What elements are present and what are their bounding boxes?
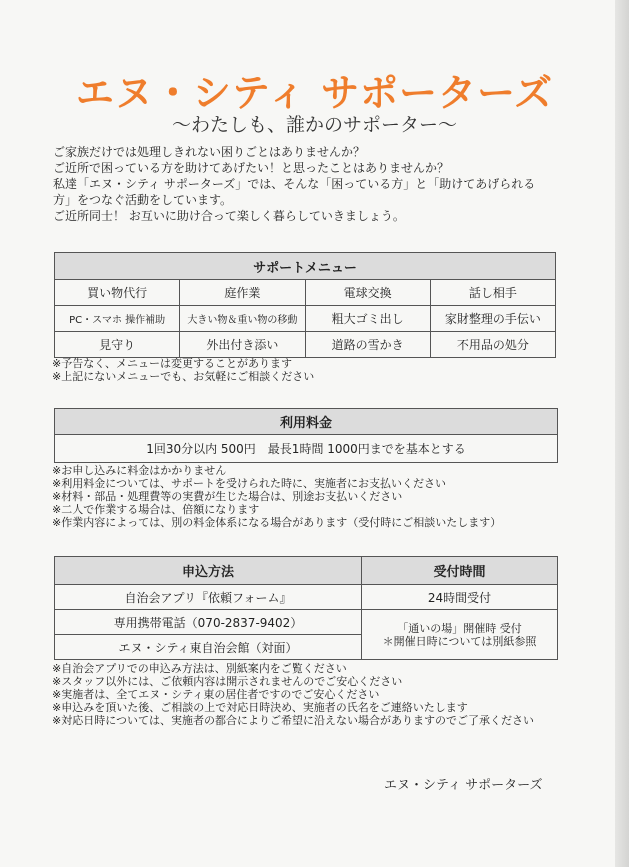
intro-line: ご家族だけでは処理しきれない困りごとはありませんか？ bbox=[53, 145, 366, 159]
hours-item: 24時間受付 bbox=[362, 585, 558, 610]
method-item: 自治会アプリ『依頼フォーム』 bbox=[55, 585, 362, 610]
table-row bbox=[55, 280, 556, 306]
fee-content: 1回30分以内 500円 最長1時間 1000円までを基本とする bbox=[55, 435, 558, 463]
table-row bbox=[55, 332, 556, 358]
intro-line: 方」をつなぐ活動をしています。 bbox=[53, 193, 233, 207]
note-line: ※材料・部品・処理費等の実費が生じた場合は、別途お支払いください bbox=[52, 490, 403, 503]
note-line: ※自治会アプリでの申込み方法は、別紙案内をご覧ください bbox=[52, 662, 347, 675]
menu-item: 道路の雪かき bbox=[305, 332, 430, 358]
menu-item: 粗大ゴミ出し bbox=[305, 306, 430, 332]
footer-org-name: エヌ・シティ サポーターズ bbox=[384, 778, 543, 793]
note-line: ※申込みを頂いた後、ご相談の上で対応日時決め、実施者の氏名をご連絡いたします bbox=[52, 701, 468, 714]
fee-table bbox=[54, 408, 558, 463]
note-line: ※スタッフ以外には、ご依頼内容は開示されませんのでご安心ください bbox=[52, 675, 403, 688]
note-line: ※お申し込みに料金はかかりません bbox=[52, 464, 227, 477]
flyer-subtitle: 〜わたしも、誰かのサポーター〜 bbox=[171, 114, 457, 136]
note-line: ※上記にないメニューでも、お気軽にご相談ください bbox=[52, 370, 315, 383]
hours-item: 「通いの場」開催時 受付 bbox=[397, 621, 522, 635]
menu-item: 家財整理の手伝い bbox=[430, 306, 555, 332]
hours-item: ＊開催日時については別紙参照 bbox=[382, 634, 537, 648]
intro-paragraph bbox=[53, 144, 573, 224]
menu-item: 見守り bbox=[55, 332, 180, 358]
menu-item: 電球交換 bbox=[305, 280, 430, 306]
note-line: ※二人で作業する場合は、倍額になります bbox=[52, 503, 260, 516]
method-heading: 申込方法 bbox=[55, 557, 362, 585]
apply-notes bbox=[52, 662, 534, 727]
menu-item: PC・スマホ 操作補助 bbox=[55, 306, 180, 332]
menu-item: 外出付き添い bbox=[180, 332, 305, 358]
hours-heading: 受付時間 bbox=[362, 557, 558, 585]
table-row bbox=[55, 306, 556, 332]
hours-note-cell bbox=[362, 610, 558, 660]
method-item: 専用携帯電話（070-2837-9402） bbox=[55, 610, 362, 635]
menu-item: 不用品の処分 bbox=[430, 332, 555, 358]
menu-item: 大きい物＆重い物の移動 bbox=[180, 306, 305, 332]
application-table bbox=[54, 556, 558, 660]
flyer-title: エヌ・シティ サポーターズ bbox=[75, 71, 554, 115]
intro-line: 私達「エヌ・シティ サポーターズ」では、そんな「困っている方」と「助けてあげられる bbox=[53, 177, 536, 191]
table-row bbox=[55, 585, 558, 610]
table-row bbox=[55, 435, 558, 463]
table-row bbox=[55, 610, 558, 635]
note-line: ※実施者は、全てエヌ・シティ東の居住者ですのでご安心ください bbox=[52, 688, 380, 701]
fee-heading: 利用料金 bbox=[55, 409, 558, 435]
note-line: ※対応日時については、実施者の都合によりご希望に沿えない場合がありますのでご了承ください bbox=[52, 714, 534, 727]
menu-item: 庭作業 bbox=[180, 280, 305, 306]
note-line: ※利用料金については、サポートを受けられた時に、実施者にお支払いください bbox=[52, 477, 446, 490]
note-line: ※作業内容によっては、別の料金体系になる場合があります（受付時にご相談いたします） bbox=[52, 516, 502, 529]
menu-notes bbox=[52, 357, 314, 383]
intro-line: ご近所同士！ お互いに助け合って楽しく暮らしていきましょう。 bbox=[53, 209, 405, 223]
note-line: ※予告なく、メニューは変更することがあります bbox=[52, 357, 292, 370]
menu-item: 買い物代行 bbox=[55, 280, 180, 306]
support-menu-heading: サポートメニュー bbox=[55, 253, 556, 280]
support-menu-table bbox=[54, 252, 556, 358]
method-item: エヌ・シティ東自治会館（対面） bbox=[55, 635, 362, 660]
menu-item: 話し相手 bbox=[430, 280, 555, 306]
fee-notes bbox=[52, 464, 501, 529]
intro-line: ご近所で困っている方を助けてあげたい！と思ったことはありませんか？ bbox=[53, 161, 450, 175]
